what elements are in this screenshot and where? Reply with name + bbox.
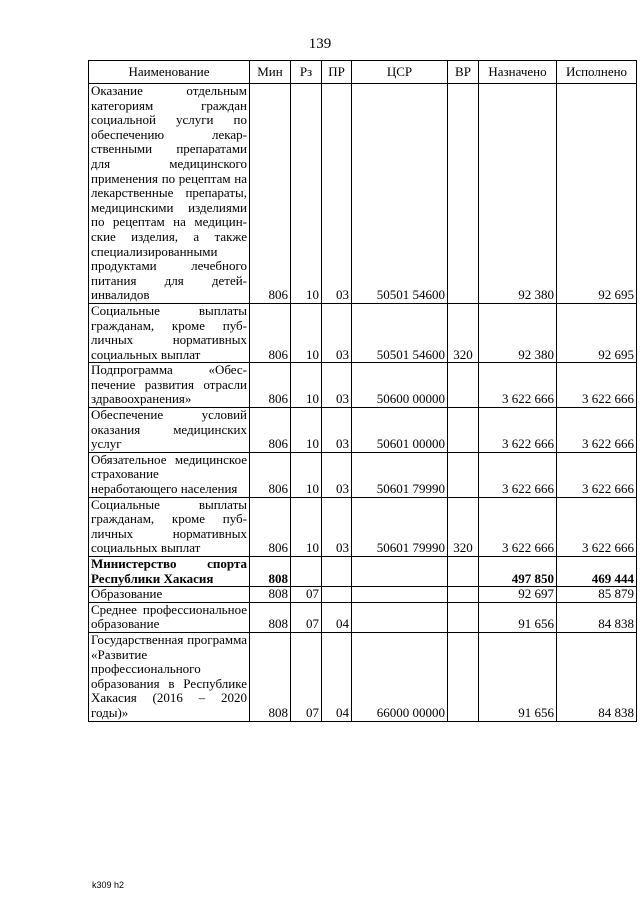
cell-min: 806 bbox=[250, 408, 291, 453]
footer-code: k309 h2 bbox=[92, 880, 125, 890]
cell-rz: 07 bbox=[291, 632, 322, 721]
budget-table bbox=[88, 60, 637, 722]
table-row bbox=[89, 602, 637, 632]
cell-pr bbox=[322, 557, 352, 587]
cell-rz: 10 bbox=[291, 363, 322, 408]
table-row bbox=[89, 363, 637, 408]
cell-executed: 84 838 bbox=[557, 632, 637, 721]
cell-rz bbox=[291, 557, 322, 587]
cell-name: Социальные выплаты гражданам, кроме публичных нормативных социальных выплат bbox=[89, 303, 250, 362]
cell-csr: 50600 00000 bbox=[352, 363, 448, 408]
cell-csr: 50601 79990 bbox=[352, 497, 448, 556]
table-row bbox=[89, 587, 637, 603]
cell-assigned: 91 656 bbox=[479, 602, 557, 632]
cell-rz: 07 bbox=[291, 602, 322, 632]
table-row bbox=[89, 452, 637, 497]
cell-vr bbox=[448, 84, 479, 304]
cell-min: 808 bbox=[250, 587, 291, 603]
cell-min: 806 bbox=[250, 84, 291, 304]
cell-min: 806 bbox=[250, 452, 291, 497]
cell-name: Оказание отдельным категориям граждан социальной услуги по обеспечению лекарственными препаратами для медицинского применения по рецептам на лекарственные препараты, медицинскими изделиями по рецептам на медицинские изделия, а также специализированными продуктами лечебного питания для детей-инвалидов bbox=[89, 84, 250, 304]
cell-vr bbox=[448, 602, 479, 632]
cell-csr: 50601 79990 bbox=[352, 452, 448, 497]
cell-rz: 07 bbox=[291, 587, 322, 603]
cell-name: Министерство спорта Республики Хакасия bbox=[89, 557, 250, 587]
cell-vr bbox=[448, 408, 479, 453]
cell-executed: 92 695 bbox=[557, 84, 637, 304]
cell-vr bbox=[448, 587, 479, 603]
header-name: Наименование bbox=[89, 61, 250, 84]
cell-executed: 92 695 bbox=[557, 303, 637, 362]
cell-vr bbox=[448, 557, 479, 587]
cell-csr bbox=[352, 587, 448, 603]
header-csr: ЦСР bbox=[352, 61, 448, 84]
cell-min: 808 bbox=[250, 602, 291, 632]
cell-pr: 03 bbox=[322, 363, 352, 408]
cell-vr: 320 bbox=[448, 303, 479, 362]
cell-name: Обеспечение условий оказания медицинских услуг bbox=[89, 408, 250, 453]
header-pr: ПР bbox=[322, 61, 352, 84]
cell-csr bbox=[352, 602, 448, 632]
cell-rz: 10 bbox=[291, 452, 322, 497]
cell-pr: 03 bbox=[322, 408, 352, 453]
cell-csr: 66000 00000 bbox=[352, 632, 448, 721]
cell-vr bbox=[448, 452, 479, 497]
cell-assigned: 92 380 bbox=[479, 84, 557, 304]
cell-rz: 10 bbox=[291, 497, 322, 556]
cell-name: Образование bbox=[89, 587, 250, 603]
cell-csr: 50601 00000 bbox=[352, 408, 448, 453]
cell-assigned: 3 622 666 bbox=[479, 408, 557, 453]
cell-vr: 320 bbox=[448, 497, 479, 556]
cell-pr: 03 bbox=[322, 84, 352, 304]
cell-pr: 04 bbox=[322, 602, 352, 632]
cell-pr: 03 bbox=[322, 303, 352, 362]
cell-executed: 3 622 666 bbox=[557, 497, 637, 556]
cell-rz: 10 bbox=[291, 303, 322, 362]
table-row bbox=[89, 84, 637, 304]
cell-executed: 3 622 666 bbox=[557, 363, 637, 408]
cell-assigned: 92 380 bbox=[479, 303, 557, 362]
table-row bbox=[89, 557, 637, 587]
cell-min: 806 bbox=[250, 497, 291, 556]
cell-name: Социальные выплаты гражданам, кроме публичных нормативных социальных выплат bbox=[89, 497, 250, 556]
cell-vr bbox=[448, 363, 479, 408]
header-vr: ВР bbox=[448, 61, 479, 84]
cell-name: Среднее профессиональное образование bbox=[89, 602, 250, 632]
cell-pr bbox=[322, 587, 352, 603]
cell-executed: 469 444 bbox=[557, 557, 637, 587]
cell-executed: 3 622 666 bbox=[557, 408, 637, 453]
cell-pr: 03 bbox=[322, 452, 352, 497]
table-row bbox=[89, 303, 637, 362]
cell-executed: 3 622 666 bbox=[557, 452, 637, 497]
cell-vr bbox=[448, 632, 479, 721]
cell-rz: 10 bbox=[291, 408, 322, 453]
page-number: 139 bbox=[308, 36, 332, 52]
header-executed: Исполнено bbox=[557, 61, 637, 84]
cell-assigned: 3 622 666 bbox=[479, 363, 557, 408]
cell-name: Обязательное медицинское страхование неработающего населения bbox=[89, 452, 250, 497]
cell-name: Государственная программа «Развитие профессионального образования в Республике Хакасия (2016 – 2020 годы)» bbox=[89, 632, 250, 721]
header-assigned: Назначено bbox=[479, 61, 557, 84]
cell-min: 808 bbox=[250, 557, 291, 587]
cell-rz: 10 bbox=[291, 84, 322, 304]
header-min: Мин bbox=[250, 61, 291, 84]
cell-assigned: 92 697 bbox=[479, 587, 557, 603]
cell-assigned: 3 622 666 bbox=[479, 452, 557, 497]
cell-assigned: 497 850 bbox=[479, 557, 557, 587]
cell-min: 808 bbox=[250, 632, 291, 721]
cell-pr: 04 bbox=[322, 632, 352, 721]
cell-executed: 85 879 bbox=[557, 587, 637, 603]
cell-name: Подпрограмма «Обеспечение развития отрасли здравоохранения» bbox=[89, 363, 250, 408]
cell-assigned: 91 656 bbox=[479, 632, 557, 721]
cell-pr: 03 bbox=[322, 497, 352, 556]
cell-executed: 84 838 bbox=[557, 602, 637, 632]
table-body bbox=[89, 84, 637, 722]
cell-csr bbox=[352, 557, 448, 587]
cell-csr: 50501 54600 bbox=[352, 84, 448, 304]
table-row bbox=[89, 632, 637, 721]
table-header-row bbox=[89, 61, 637, 84]
table-row bbox=[89, 408, 637, 453]
cell-min: 806 bbox=[250, 363, 291, 408]
cell-min: 806 bbox=[250, 303, 291, 362]
header-rz: Рз bbox=[291, 61, 322, 84]
cell-assigned: 3 622 666 bbox=[479, 497, 557, 556]
table-row bbox=[89, 497, 637, 556]
cell-csr: 50501 54600 bbox=[352, 303, 448, 362]
